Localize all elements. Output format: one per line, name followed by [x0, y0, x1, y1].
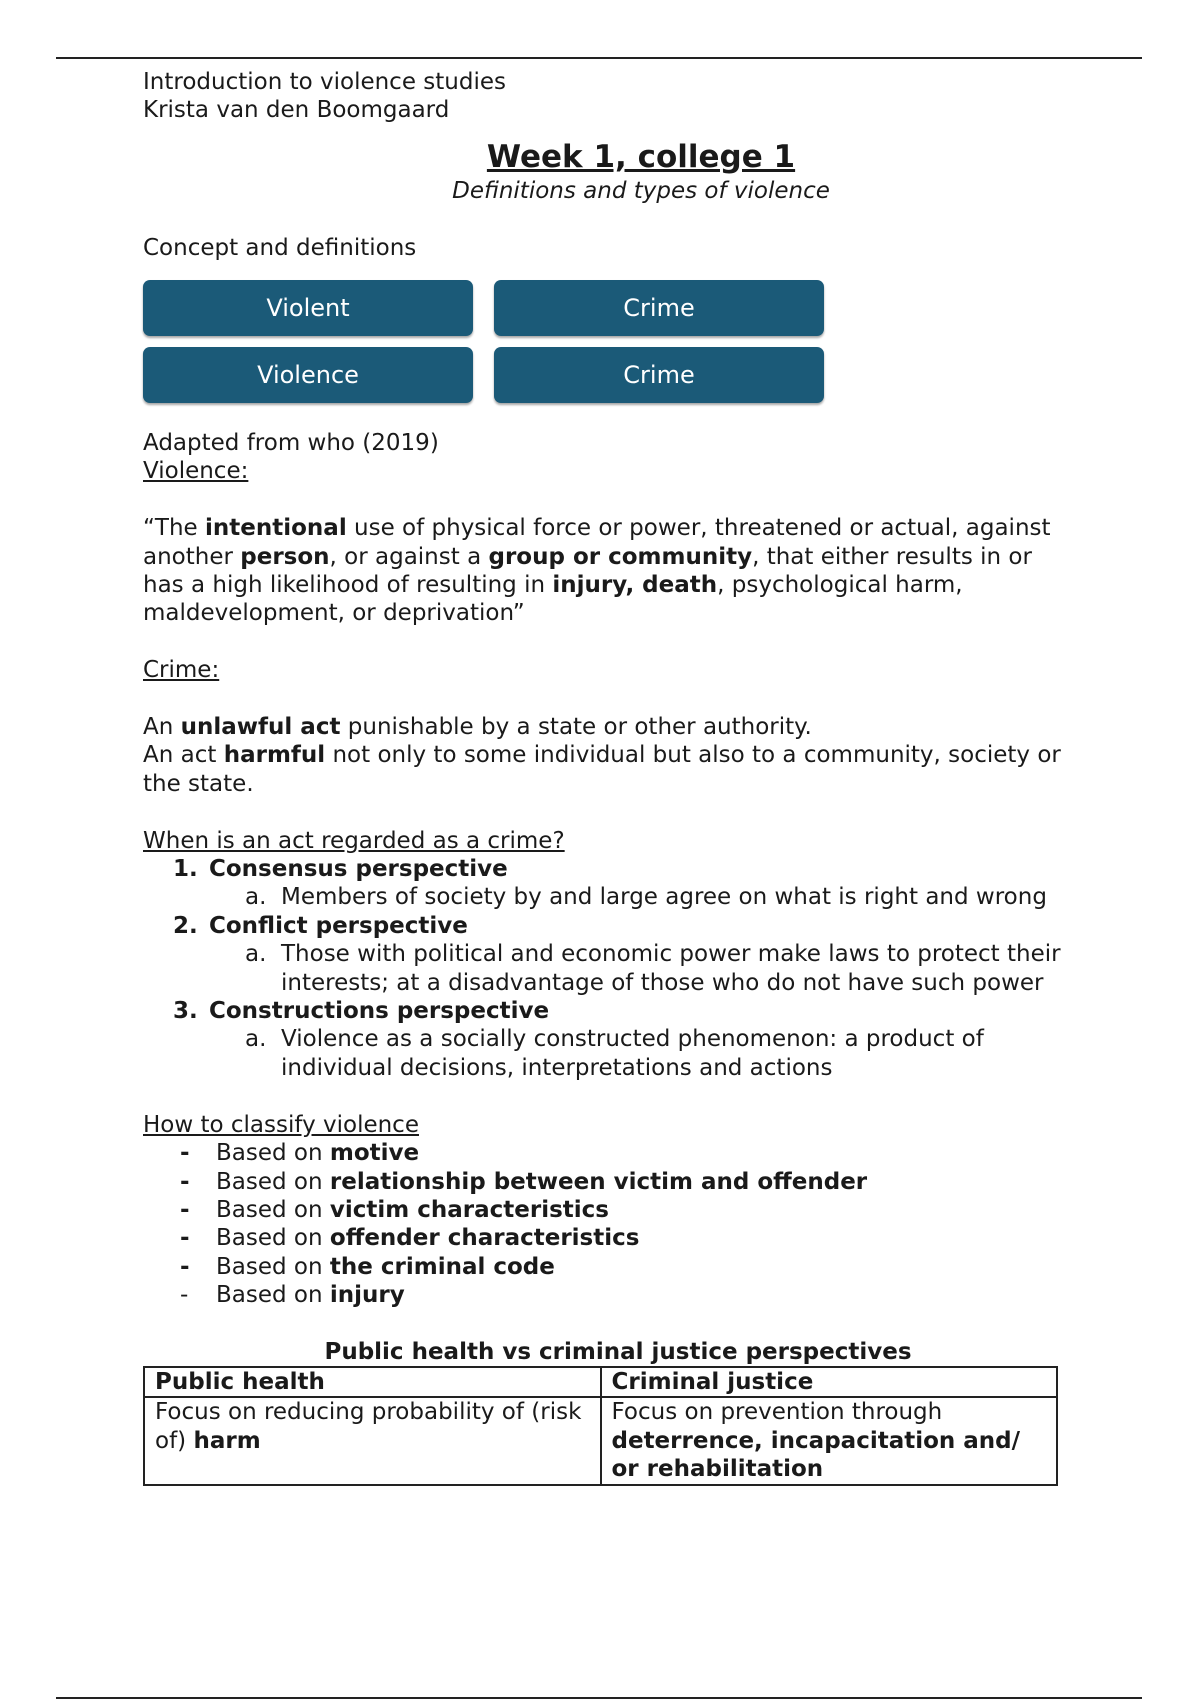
- list-item: - Based on victim characteristics: [180, 1196, 609, 1223]
- list-item: - Based on offender characteristics: [180, 1225, 640, 1252]
- list-item: 1. Consensus perspective a. Members of society by and large agree on what is right and wrong: [209, 855, 1063, 912]
- cell-public-health: Focus on reducing probability of (risk of) harm: [144, 1397, 601, 1484]
- classify-list: [143, 1139, 1063, 1309]
- course-name: Introduction to violence studies: [143, 69, 506, 95]
- header-public-health: Public health: [144, 1367, 601, 1397]
- list-item: - Based on injury: [180, 1282, 405, 1309]
- list-item: a. Those with political and economic power make laws to protect their interests; at a disadvantage of those who do not have such power: [245, 941, 1061, 996]
- list-item: - Based on the criminal code: [180, 1253, 555, 1280]
- list-item: a. Members of society by and large agree on what is right and wrong: [245, 884, 1047, 911]
- crime-definition-1: An unlawful act punishable by a state or other authority.: [143, 714, 812, 741]
- header-criminal-justice: Criminal justice: [601, 1367, 1058, 1397]
- top-rule: [56, 57, 1142, 59]
- bottom-rule: [56, 1697, 1142, 1699]
- cell-criminal-justice: Focus on prevention through deterrence, incapacitation and/ or rehabilitation: [601, 1397, 1058, 1484]
- table-header-row: [144, 1367, 1057, 1397]
- table-row: [144, 1397, 1057, 1484]
- crime-definition-2: An act harmful not only to some individual but also to a community, society or the state.: [143, 742, 1061, 797]
- document-body: [143, 68, 1063, 1486]
- classify-heading: How to classify violence: [143, 1111, 419, 1138]
- perspectives-list: [143, 855, 1063, 1082]
- list-item: 3. Constructions perspective a. Violence as a socially constructed phenomenon: a product of individual decisions, interpretations and actions: [209, 997, 1063, 1082]
- comparison-title: Public health vs criminal justice perspectives: [324, 1338, 912, 1365]
- concept-box-violence: Violence: [143, 347, 473, 403]
- page-subtitle: Definitions and types of violence: [452, 177, 830, 204]
- list-item: 2. Conflict perspective a. Those with political and economic power make laws to protect their interests; at a disadvantage of those who do not have such power: [209, 912, 1063, 997]
- page-title: Week 1, college 1: [486, 138, 796, 175]
- author-name: Krista van den Boomgaard: [143, 97, 450, 124]
- violence-source: Adapted from who (2019): [143, 430, 439, 457]
- list-item: - Based on relationship between victim and offender: [180, 1168, 868, 1195]
- concepts-heading: Concept and definitions: [143, 234, 417, 261]
- list-item: - Based on motive: [180, 1140, 420, 1167]
- violence-definition: “The intentional use of physical force or power, threatened or actual, against another person, or against a group or community, that either results in or has a high likelihood of resulting in injury, death, psychological harm, maldevelopment, or deprivation”: [143, 515, 1051, 627]
- concept-box-crime-2: Crime: [494, 347, 824, 403]
- concept-box-crime: Crime: [494, 280, 824, 336]
- concept-boxes: [143, 280, 1063, 403]
- violence-heading: Violence:: [143, 458, 249, 485]
- comparison-table: [143, 1366, 1058, 1486]
- crime-heading: Crime:: [143, 657, 220, 684]
- when-crime-heading: When is an act regarded as a crime?: [143, 827, 565, 854]
- concept-box-violent: Violent: [143, 280, 473, 336]
- list-item: a. Violence as a socially constructed phenomenon: a product of individual decisions, interpretations and actions: [245, 1026, 984, 1081]
